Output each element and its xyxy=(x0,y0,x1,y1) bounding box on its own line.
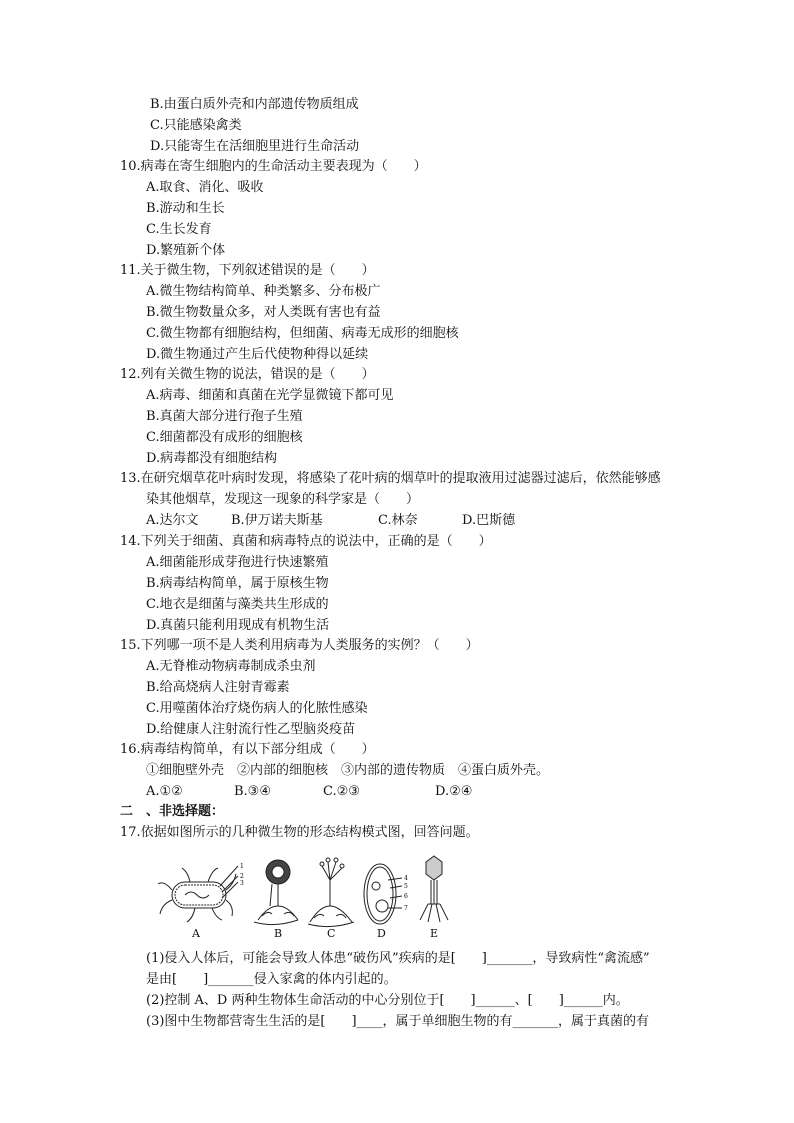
q9-option-d: D.只能寄生在活细胞里进行生命活动 xyxy=(150,139,360,154)
q9-option-c: C.只能感染禽类 xyxy=(150,118,242,133)
q17-sub1-line1: (1)侵入人体后，可能会导致人体患“破伤风”疾病的是[ ]_______，导致病性“禽流感” xyxy=(146,951,650,966)
q17-sub2: (2)控制 A、D 两种生物体生命活动的中心分别位于[ ]______、[ ]______内。 xyxy=(146,993,629,1008)
part-number-2: 2 xyxy=(240,873,244,880)
q12-option-a: A.病毒、细菌和真菌在光学显微镜下都可见 xyxy=(146,388,394,403)
figure-label-d: D xyxy=(377,927,386,940)
q13-option-a: A.达尔文 xyxy=(146,513,199,528)
microorganism-figure xyxy=(150,850,450,932)
part-number-6: 6 xyxy=(404,893,408,900)
q11-option-a: A.微生物结构简单、种类繁多、分布极广 xyxy=(146,284,381,299)
part-number-4: 4 xyxy=(404,875,408,882)
q14-option-c: C.地衣是细菌与藻类共生形成的 xyxy=(146,597,329,612)
q12-option-c: C.细菌都没有成形的细胞核 xyxy=(146,430,303,445)
section-heading-nonchoice: 二 、非选择题： xyxy=(120,804,225,819)
q16-stem: 16.病毒结构简单，有以下部分组成（ ） xyxy=(120,742,375,757)
q10-option-c: C.生长发育 xyxy=(146,222,212,237)
bacteriophage-drawing xyxy=(420,856,448,922)
part-number-1: 1 xyxy=(240,863,244,870)
q13-option-b: B.伊万诺夫斯基 xyxy=(231,513,323,528)
yeast-drawing xyxy=(364,864,402,924)
figure-label-a: A xyxy=(192,927,200,940)
q11-stem: 11.关于微生物，下列叙述错误的是（ ） xyxy=(120,263,375,278)
q11-option-c: C.微生物都有细胞结构，但细菌、病毒无成形的细胞核 xyxy=(146,326,459,341)
figure-labels xyxy=(150,928,450,940)
q11-option-b: B.微生物数量众多，对人类既有害也有益 xyxy=(146,305,381,320)
part-number-7: 7 xyxy=(404,905,408,912)
q15-stem: 15.下列哪一项不是人类利用病毒为人类服务的实例？（ ） xyxy=(120,638,479,653)
q16-options xyxy=(146,783,546,801)
q12-stem: 12.列有关微生物的说法，错误的是（ ） xyxy=(120,367,375,382)
q11-option-d: D.微生物通过产生后代使物种得以延续 xyxy=(146,347,369,362)
q12-option-b: B.真菌大部分进行孢子生殖 xyxy=(146,409,303,424)
q9-option-b: B.由蛋白质外壳和内部遗传物质组成 xyxy=(150,97,359,112)
q13-option-d: D.巴斯德 xyxy=(462,513,516,528)
bacterium-drawing xyxy=(158,866,238,922)
q13-option-c: C.林奈 xyxy=(378,513,418,528)
q15-option-c: C.用噬菌体治疗烧伤病人的化脓性感染 xyxy=(146,701,368,716)
q10-option-a: A.取食、消化、吸收 xyxy=(146,180,264,195)
q17-stem: 17.依据如图所示的几种微生物的形态结构模式图，回答问题。 xyxy=(120,825,479,840)
q10-option-d: D.繁殖新个体 xyxy=(146,243,226,258)
q16-option-b: B.③④ xyxy=(234,784,271,799)
q14-stem: 14.下列关于细菌、真菌和病毒特点的说法中，正确的是（ ） xyxy=(120,534,492,549)
q17-sub3: (3)图中生物都营寄生生活的是[ ]____，属于单细胞生物的有_______，属于真菌的有 xyxy=(146,1014,650,1029)
q16-option-a: A.①② xyxy=(146,784,183,799)
q13-stem: 13.在研究烟草花叶病时发现，将感染了花叶病的烟草叶的提取液用过滤器过滤后，依然能够感 xyxy=(120,471,661,486)
q10-stem: 10.病毒在寄生细胞内的生命活动主要表现为（ ） xyxy=(120,159,427,174)
q15-option-d: D.给健康人注射流行性乙型脑炎疫苗 xyxy=(146,722,356,737)
q15-option-b: B.给高烧病人注射青霉素 xyxy=(146,680,290,695)
q14-option-b: B.病毒结构简单，属于原核生物 xyxy=(146,576,329,591)
penicillium-drawing xyxy=(308,858,354,927)
mold-drawing xyxy=(254,860,298,925)
q16-items: ①细胞壁外壳 ②内部的细胞核 ③内部的遗传物质 ④蛋白质外壳。 xyxy=(146,763,550,778)
q16-option-c: C.②③ xyxy=(323,784,360,799)
figure-label-c: C xyxy=(327,927,336,940)
q14-option-d: D.真菌只能利用现成有机物生活 xyxy=(146,618,330,633)
q14-option-a: A.细菌能形成芽孢进行快速繁殖 xyxy=(146,555,329,570)
q13-options xyxy=(146,512,546,530)
part-number-5: 5 xyxy=(404,883,408,890)
figure-label-b: B xyxy=(274,927,283,940)
q15-option-a: A.无脊椎动物病毒制成杀虫剂 xyxy=(146,659,316,674)
q17-sub1-line2: 是由[ ]_______侵入家禽的体内引起的。 xyxy=(146,972,397,987)
q13-stem-continued: 染其他烟草，发现这一现象的科学家是（ ） xyxy=(146,492,420,507)
part-number-3: 3 xyxy=(240,880,244,887)
q12-option-d: D.病毒都没有细胞结构 xyxy=(146,451,278,466)
q16-option-d: D.②④ xyxy=(435,784,473,799)
q10-option-b: B.游动和生长 xyxy=(146,201,225,216)
figure-label-e: E xyxy=(430,927,439,940)
